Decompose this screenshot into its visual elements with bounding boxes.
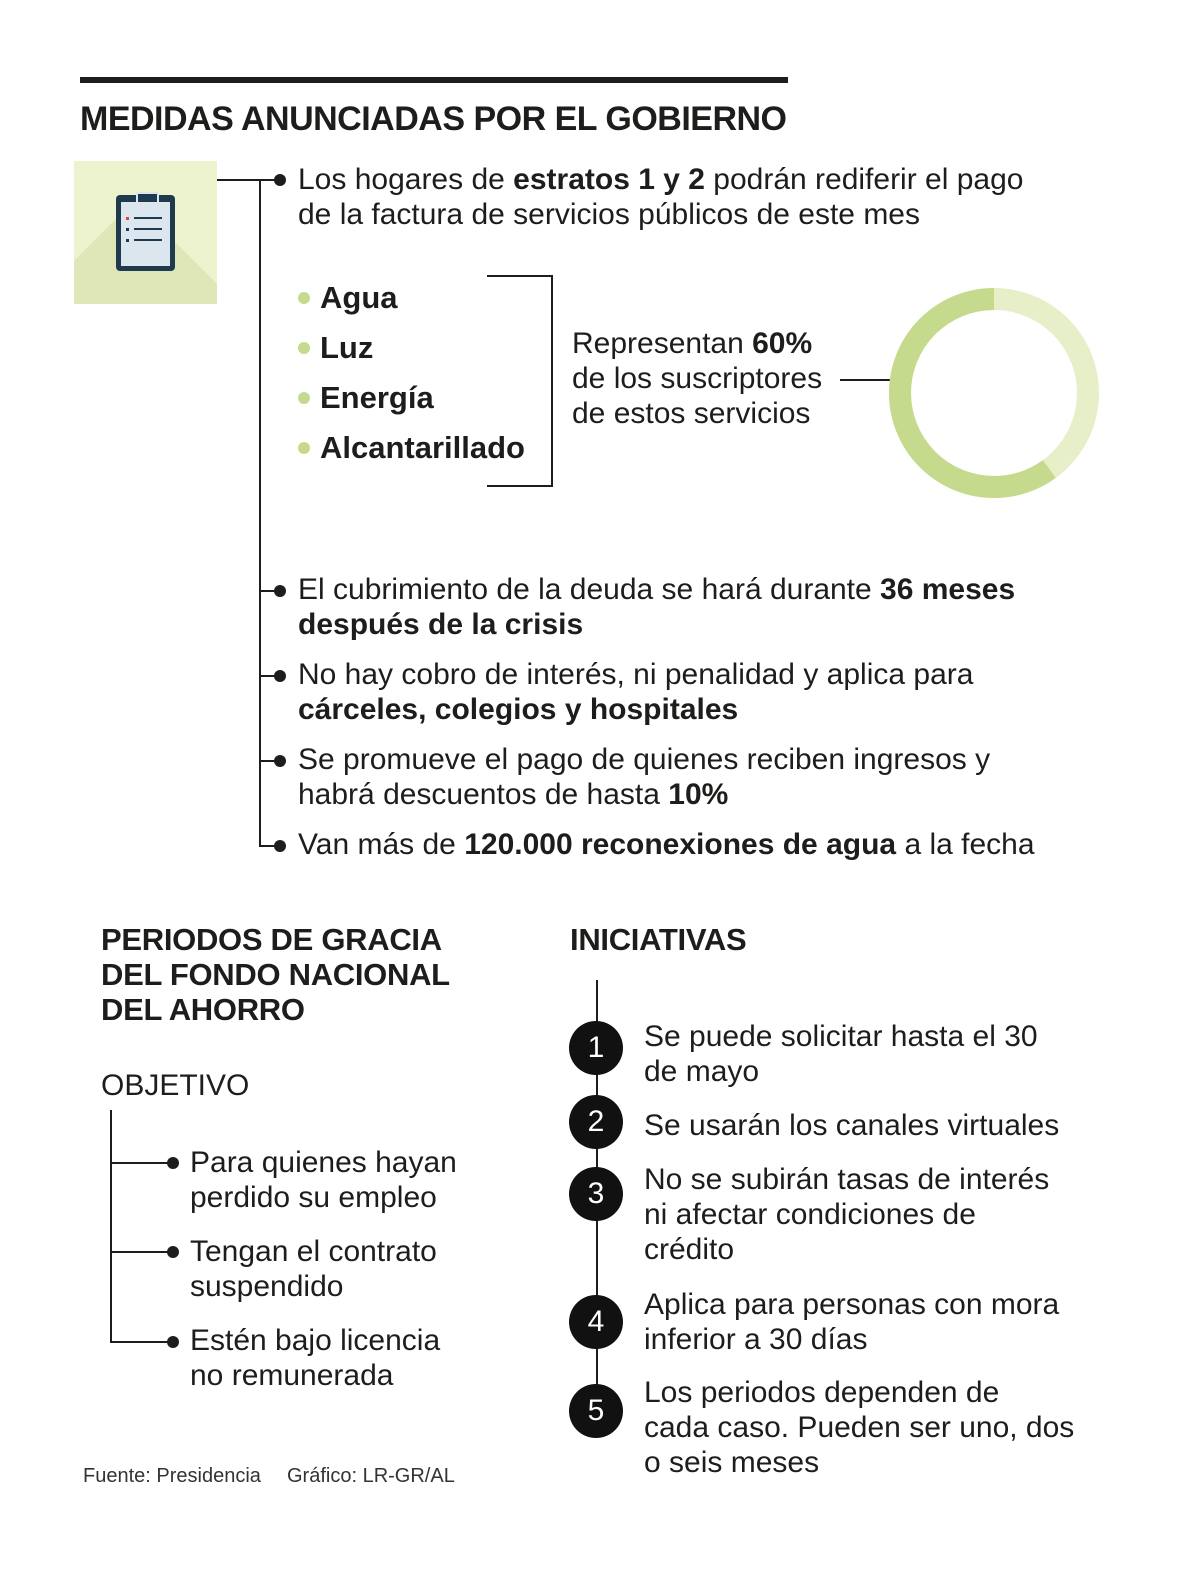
clipboard-icon-box	[74, 161, 217, 304]
initiative-item: No se subirán tasas de interés ni afectar condiciones de crédito	[644, 1163, 1050, 1266]
objective-item: Estén bajo licencia no remunerada	[190, 1324, 441, 1392]
step-number: 4	[569, 1295, 623, 1349]
initiatives-title: INICIATIVAS	[570, 922, 747, 957]
objective-item: Tengan el contrato suspendido	[190, 1235, 437, 1303]
page-title: MEDIDAS ANUNCIADAS POR EL GOBIERNO	[80, 100, 787, 138]
initiative-item: Se puede solicitar hasta el 30 de mayo	[644, 1020, 1038, 1088]
bullet-dot	[274, 840, 286, 852]
step-number: 1	[569, 1021, 623, 1075]
objective-label: OBJETIVO	[101, 1069, 250, 1102]
green-bullet	[298, 292, 310, 304]
step-number: 2	[569, 1095, 623, 1149]
initiative-item: Se usarán los canales virtuales	[644, 1109, 1060, 1142]
measure-reconnections: Van más de 120.000 reconexiones de agua a la fecha	[298, 828, 1035, 861]
objective-item: Para quienes hayan perdido su empleo	[190, 1146, 457, 1214]
donut-caption: Representan 60% de los suscriptores de estos servicios	[572, 327, 823, 430]
connector-line	[217, 179, 279, 181]
initiative-item: Los periodos dependen de cada caso. Pueden ser uno, dos o seis meses	[644, 1376, 1075, 1479]
fna-title: PERIODOS DE GRACIA DEL FONDO NACIONAL DEL AHORRO	[101, 922, 450, 1027]
bullet-dot	[274, 585, 286, 597]
service-item: Energía	[320, 380, 434, 415]
graphic-credit: Gráfico: LR-GR/AL	[287, 1465, 455, 1487]
step-number: 5	[569, 1384, 623, 1438]
clipboard-icon	[116, 195, 175, 271]
donut-chart	[886, 285, 1102, 501]
objective-trunk	[110, 1110, 112, 1343]
bullet-dot	[167, 1336, 179, 1348]
step-number: 3	[569, 1167, 623, 1221]
service-item: Alcantarillado	[320, 430, 525, 465]
bullet-dot	[167, 1246, 179, 1258]
top-rule	[80, 77, 788, 83]
bullet-dot	[274, 755, 286, 767]
connector-trunk	[259, 179, 261, 846]
measure-no-interest: No hay cobro de interés, ni penalidad y aplica para cárceles, colegios y hospitales	[298, 658, 974, 726]
green-bullet	[298, 342, 310, 354]
measure-discounts: Se promueve el pago de quienes reciben ingresos y habrá descuentos de hasta 10%	[298, 743, 991, 811]
bullet-dot	[274, 174, 286, 186]
source-note: Fuente: Presidencia	[83, 1465, 261, 1487]
service-item: Luz	[320, 330, 374, 365]
services-bracket	[487, 275, 553, 487]
initiative-item: Aplica para personas con mora inferior a 30 días	[644, 1288, 1060, 1356]
measure-debt-coverage: El cubrimiento de la deuda se hará durante 36 meses después de la crisis	[298, 573, 1016, 641]
service-item: Agua	[320, 280, 398, 315]
bullet-dot	[167, 1157, 179, 1169]
green-bullet	[298, 392, 310, 404]
bullet-dot	[274, 670, 286, 682]
measure-strata: Los hogares de estratos 1 y 2 podrán rediferir el pago de la factura de servicios públicos de este mes	[298, 163, 1024, 231]
green-bullet	[298, 442, 310, 454]
